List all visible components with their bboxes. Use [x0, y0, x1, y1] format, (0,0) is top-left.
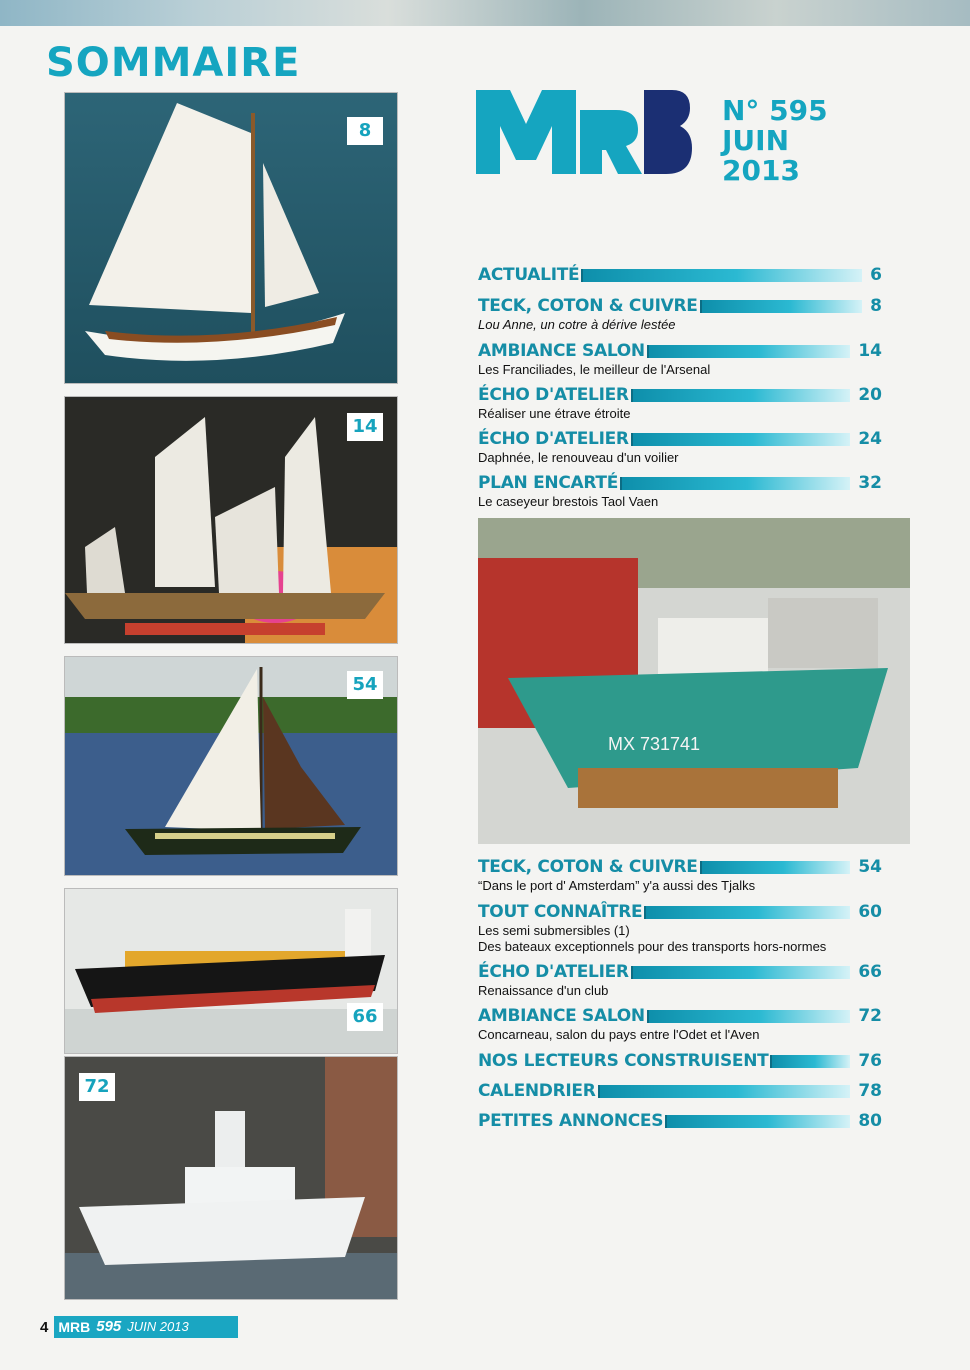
toc-title: TECK, COTON & CUIVRE [478, 296, 698, 316]
toc-bar [770, 1055, 850, 1068]
toc-page: 60 [858, 902, 882, 922]
toc-subtitle: Renaissance d'un club [478, 983, 609, 998]
footer-logo: MRB [58, 1319, 91, 1335]
page-badge: 66 [347, 1003, 383, 1031]
toc-bar [581, 269, 862, 282]
photo-xebec [64, 396, 398, 644]
toc-title: PETITES ANNONCES [478, 1111, 664, 1131]
toc-title: ÉCHO D'ATELIER [478, 385, 629, 405]
photo-trawler [64, 1056, 398, 1300]
issue-info [722, 96, 828, 186]
toc-title: TOUT CONNAÎTRE [478, 902, 643, 922]
toc-title: ÉCHO D'ATELIER [478, 962, 629, 982]
issue-year: 2013 [722, 154, 800, 187]
toc-page: 54 [858, 857, 882, 877]
toc-entry[interactable] [478, 1050, 882, 1072]
toc-subtitle: Les semi submersibles (1) [478, 923, 630, 938]
toc-bar [700, 300, 863, 313]
toc-title: AMBIANCE SALON [478, 341, 645, 361]
toc-subtitle: Lou Anne, un cotre à dérive lestée [478, 317, 676, 332]
toc-entry[interactable] [478, 384, 882, 422]
toc-subtitle: Le caseyeur brestois Taol Vaen [478, 494, 659, 509]
page-badge: 14 [347, 413, 383, 441]
toc-page: 78 [858, 1081, 882, 1101]
toc-title: TECK, COTON & CUIVRE [478, 857, 698, 877]
toc-entry[interactable] [478, 901, 882, 955]
photo-cutter [64, 92, 398, 384]
toc-bar [631, 433, 851, 446]
toc-entry[interactable] [478, 961, 882, 999]
toc-page: 20 [858, 385, 882, 405]
toc-bar [665, 1115, 850, 1128]
toc-bar [644, 906, 850, 919]
photo-featured-trawler [478, 518, 910, 844]
toc-subtitle: Des bateaux exceptionnels pour des transports hors-normes [478, 939, 827, 954]
issue-number: N° 595 [722, 94, 828, 127]
toc-page: 76 [858, 1051, 882, 1071]
toc-page: 66 [858, 962, 882, 982]
toc-title: ACTUALITÉ [478, 265, 580, 285]
toc-title: PLAN ENCARTÉ [478, 473, 619, 493]
footer-band [54, 1316, 238, 1338]
toc-subtitle: Concarneau, salon du pays entre l'Odet et l'Aven [478, 1027, 760, 1042]
photo-tanker [64, 888, 398, 1054]
toc-entry[interactable] [478, 428, 882, 466]
toc-bar [631, 389, 851, 402]
page-footer [40, 1316, 238, 1338]
page-badge: 72 [79, 1073, 115, 1101]
toc-subtitle: Daphnée, le renouveau d'un voilier [478, 450, 679, 465]
toc-subtitle: Les Franciliades, le meilleur de l'Arsenal [478, 362, 711, 377]
toc-bar [631, 966, 851, 979]
hull-marking: MX 731741 [608, 734, 701, 754]
page-badge: 54 [347, 671, 383, 699]
toc-bar [700, 861, 851, 874]
toc-title: CALENDRIER [478, 1081, 596, 1101]
page-title: SOMMAIRE [46, 40, 301, 86]
toc-title: ÉCHO D'ATELIER [478, 429, 629, 449]
mrb-logo [476, 90, 692, 174]
toc-page: 8 [870, 296, 882, 316]
toc-subtitle: “Dans le port d' Amsterdam” y'a aussi des Tjalks [478, 878, 756, 893]
toc-entry[interactable] [478, 1005, 882, 1043]
page-badge: 8 [347, 117, 383, 145]
issue-month: JUIN [722, 124, 790, 157]
toc-entry[interactable] [478, 856, 882, 894]
toc-page: 6 [870, 265, 882, 285]
toc-page: 72 [858, 1006, 882, 1026]
footer-date: JUIN 2013 [127, 1319, 189, 1334]
photo-tjalk [64, 656, 398, 876]
footer-issue: 595 [96, 1318, 122, 1335]
toc-page: 80 [858, 1111, 882, 1131]
toc-entry[interactable] [478, 1110, 882, 1132]
toc-entry[interactable] [478, 472, 882, 510]
toc-page: 32 [858, 473, 882, 493]
toc-entry[interactable] [478, 264, 882, 286]
toc-bar [620, 477, 850, 490]
page-number: 4 [40, 1318, 49, 1336]
toc-entry[interactable] [478, 340, 882, 378]
toc-bar [647, 1010, 850, 1023]
toc-subtitle: Réaliser une étrave étroite [478, 406, 631, 421]
toc-title: NOS LECTEURS CONSTRUISENT [478, 1051, 769, 1071]
top-photo-strip [0, 0, 970, 26]
toc-bar [647, 345, 850, 358]
toc-entry[interactable] [478, 1080, 882, 1102]
toc-entry[interactable] [478, 295, 882, 333]
toc-page: 24 [858, 429, 882, 449]
toc-title: AMBIANCE SALON [478, 1006, 645, 1026]
toc-page: 14 [858, 341, 882, 361]
toc-bar [598, 1085, 851, 1098]
